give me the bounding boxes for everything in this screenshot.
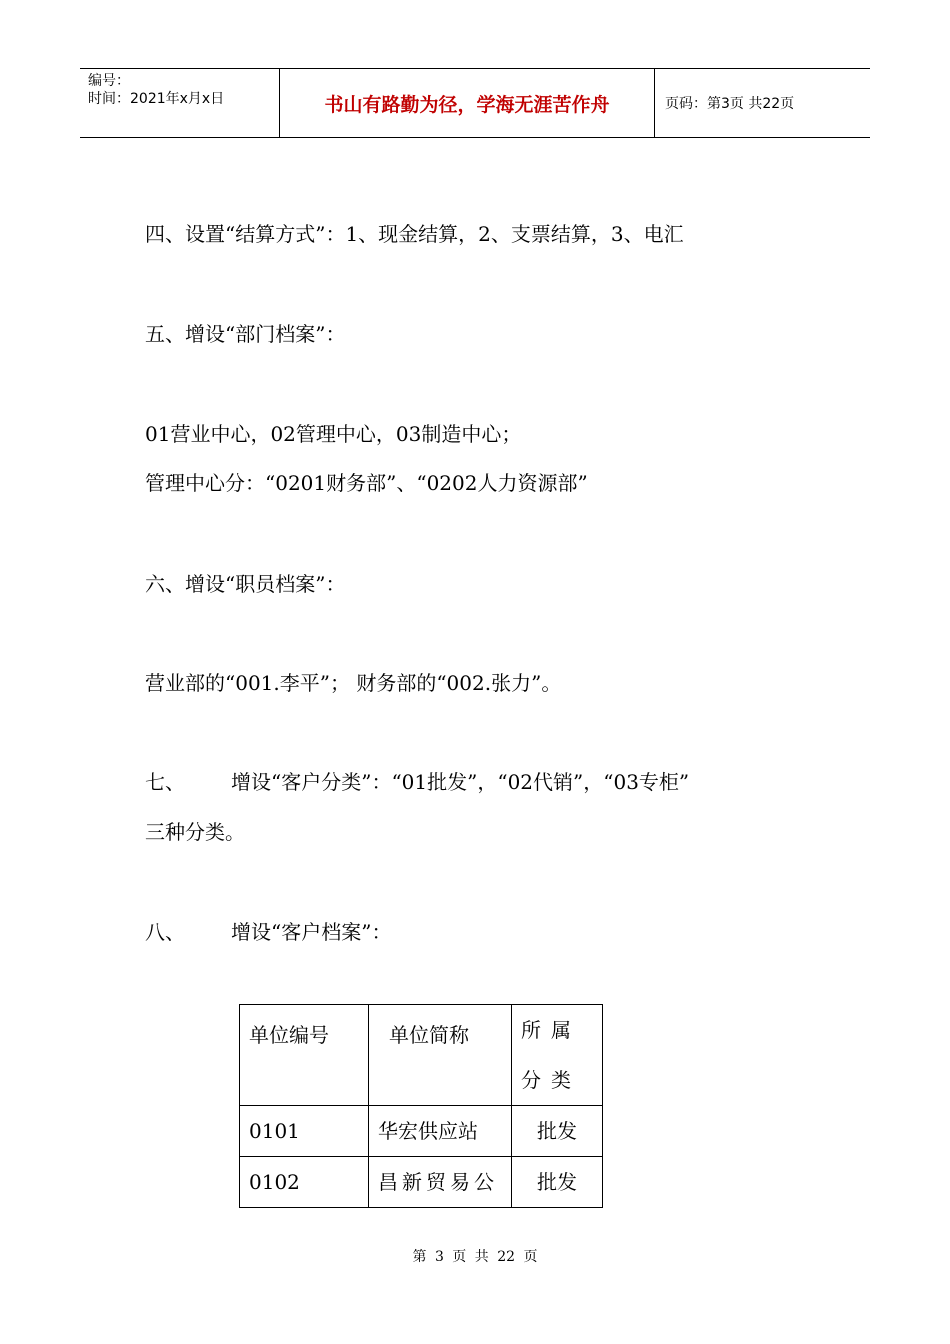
section-4: 四、设置“结算方式”：1、现金结算，2、支票结算，3、电汇 — [145, 222, 684, 246]
section-5-heading: 五、增设“部门档案”： — [145, 322, 346, 346]
header-page-info: 页码：第3页 共22页 — [665, 96, 795, 112]
section-5-subdepartments: 管理中心分：“0201财务部”、“0202人力资源部” — [145, 471, 588, 495]
section-6-staff: 营业部的“001.李平”； 财务部的“002.张力”。 — [145, 671, 562, 695]
header-motto: 书山有路勤为径，学海无涯苦作舟 — [280, 69, 655, 137]
table-row — [240, 1157, 603, 1208]
section-7-heading — [145, 770, 689, 794]
section-8-heading — [145, 920, 391, 944]
table-row — [240, 1106, 603, 1157]
header-number-label: 编号： — [88, 73, 130, 89]
customer-table — [239, 1004, 603, 1208]
header-time-label: 时间：2021年x月x日 — [88, 91, 225, 107]
page-footer: 第 3 页 共 22 页 — [412, 1249, 538, 1265]
table-header-cell: 所属分类 — [512, 1005, 603, 1106]
table-header-cell: 单位简称 — [369, 1005, 512, 1106]
table-cell: 批发 — [512, 1157, 603, 1208]
section-8-number: 八、 — [145, 920, 185, 944]
table-cell: 0101 — [240, 1106, 369, 1157]
header-meta — [80, 69, 280, 137]
table-cell: 批发 — [512, 1106, 603, 1157]
table-header-cell: 单位编号 — [240, 1005, 369, 1106]
section-7-text: 增设“客户分类”：“01批发”，“02代销”，“03专柜” — [231, 770, 690, 794]
section-7-number: 七、 — [145, 770, 185, 794]
section-7-continuation: 三种分类。 — [145, 820, 245, 844]
section-5-departments: 01营业中心，02管理中心，03制造中心； — [145, 422, 522, 446]
table-cell: 0102 — [240, 1157, 369, 1208]
section-8-text: 增设“客户档案”： — [231, 920, 392, 944]
section-6-heading: 六、增设“职员档案”： — [145, 572, 346, 596]
table-header-row — [240, 1005, 603, 1106]
table-cell: 华宏供应站 — [369, 1106, 512, 1157]
table-cell: 昌新贸易公 — [369, 1157, 512, 1208]
page-header — [80, 68, 870, 138]
